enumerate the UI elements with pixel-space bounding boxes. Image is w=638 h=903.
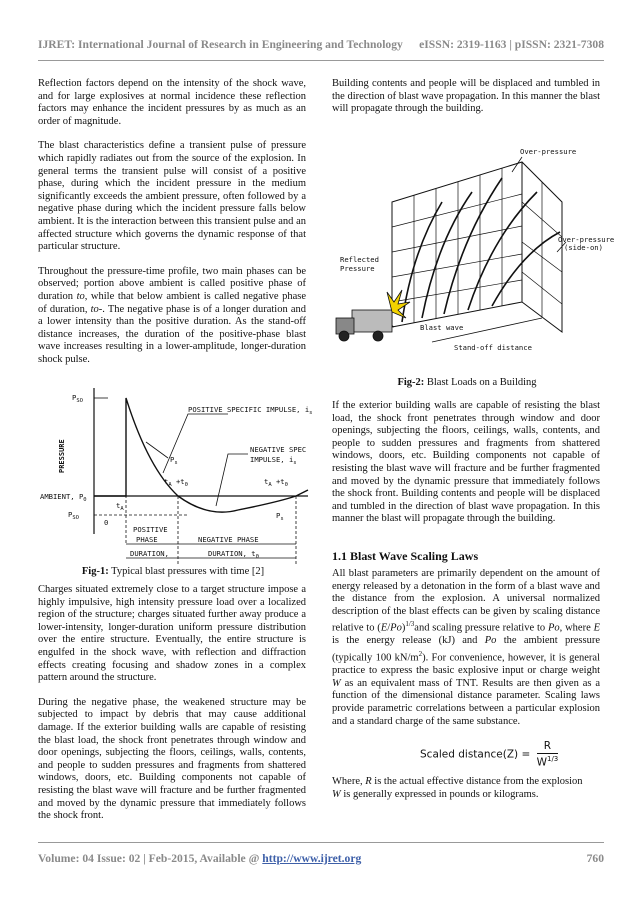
paragraph: If the exterior building walls are capable of resisting the blast load, the shock front penetrates through window and door openings, subjecting the floors, ceilings, walls, contents, and people to sudden pressures and fragments from shattered windows, doors, etc. Building components not capable of resisting the blast wave will fracture and be further fragmented and moved by the dynamic pressure that immediately follows the shock front. Building contents and people will be displaced and tumbled in the direction of blast wave propagation. In this manner the blast will propagate through the building. <box>332 400 600 525</box>
paragraph: Building contents and people will be displaced and tumbled in the direction of blast wave propagation. In this manner the blast will propagate through the building. <box>332 78 600 115</box>
neg-impulse-leader <box>216 454 248 506</box>
figure-1-caption: Fig-1: Typical blast pressures with time [2] <box>81 566 265 577</box>
ta-t0-label: $t_A +t_0$ <box>164 477 188 488</box>
paragraph: Charges situated extremely close to a target structure impose a highly impulsive, high intensity pressure load over a localized region of the structure; charges situated further away produce a lower-intensity, longer-duration uniform pressure distribution over the entire structure. Eventually, the entire structure is engulfed in the shock wave, with reflection and diffraction effects creating focusing and shadow zones in a complex pattern around the structure. <box>38 584 306 684</box>
pso-label: $P_{SO}$ <box>72 393 83 404</box>
paragraph: During the negative phase, the weakened structure may be subjected to impact by debris that may cause additional damage. If the exterior building walls are capable of resisting the blast load, the shock front penetrates through window and door openings, subjecting the floors, ceilings, walls, contents, and people to sudden pressures and fragments from shattered windows, doors, etc. Building components not capable of resisting the blast wave will fracture and be further fragmented and moved by the dynamic pressure that immediately follows the shock front. <box>38 696 306 822</box>
positive-phase-2: PHASE <box>136 535 158 544</box>
negative-impulse-label-1: NEGATIVE SPEC <box>250 445 307 454</box>
duration-2: DURATION, $t_0$ <box>208 549 259 560</box>
right-column-top <box>332 78 600 128</box>
ta-label: $t_A$ <box>116 501 124 512</box>
pso-minus-label: $P_{SO}$ <box>68 510 79 521</box>
right-column-bottom <box>332 776 600 813</box>
reflected-label-2: Pressure <box>340 264 375 273</box>
header-rule <box>38 60 604 61</box>
paragraph: Reflection factors depend on the intensity of the shock wave, and for large explosives at normal incidence these reflection factors may enhance the incident pressures by as much as an order of magnitude. <box>38 78 306 127</box>
ps-label: $P_s$ <box>170 455 178 466</box>
left-column-top <box>38 78 306 378</box>
section-heading: 1.1 Blast Wave Scaling Laws <box>332 549 479 563</box>
duration-1: DURATION, <box>130 549 169 558</box>
paragraph: All blast parameters are primarily dependent on the amount of energy released by a detonation in the form of a blast wave and the distance from the explosion. A universal normalized description of the blast effects can be given by scaling distance relative to $(E/Po)^{1/3}and$ scaling pressure relative to Po, where E is the energy release (kJ) and Po the ambient pressure (typically 100 $kN/m^2$). For convenience, however, it is general practice to express the basic explosive input or charge weight W as an equivalent mass of TNT. Results are then given as a function of the dimensional distance parameter. Scaling laws provide parametric correlations between a particular explosion and a standard charge of the same substance. <box>332 568 601 727</box>
footer-volume: Volume: 04 Issue: 02 | Feb-2015, Available @ http://www.ijret.org <box>38 852 362 865</box>
reflected-label-1: Reflected <box>340 255 379 264</box>
paragraph: Where, R is the actual effective distance from the explosion W is generally expressed in pounds or kilograms. <box>332 776 583 800</box>
truck-icon <box>336 290 410 341</box>
journal-title: IJRET: International Journal of Research in Engineering and Technology <box>38 38 403 51</box>
paragraph: The blast characteristics define a transient pulse of pressure which rapidly radiates out from the source of the explosion. In general terms the transient pulse will consist of a positive phase, during which the incident pressure in the medium significantly exceeds the ambient pressure, often followed by a negative phase during which the incident pressure falls below ambient. It is the interaction between this transient pulse and an affected structure which governs the dynamic response of that particular structure. <box>38 140 306 253</box>
pressure-label: PRESSURE <box>58 439 66 473</box>
overpressure-side-label-2: (side-on) <box>564 243 603 252</box>
page-number: 760 <box>586 852 604 865</box>
building-grid <box>392 168 562 323</box>
theta-label: 0 <box>104 518 109 527</box>
figure-2-caption: Fig-2: Blast Loads on a Building <box>397 377 537 388</box>
issn: eISSN: 2319-1163 | pISSN: 2321-7308 <box>419 38 604 51</box>
positive-phase-1: POSITIVE <box>133 525 168 534</box>
journal-link[interactable]: http://www.ijret.org <box>262 852 362 865</box>
pos-impulse-leader <box>163 414 228 473</box>
blast-wave-label: Blast wave <box>420 323 464 332</box>
negative-phase: NEGATIVE PHASE <box>198 535 259 544</box>
right-column-middle <box>332 400 600 538</box>
overpressure-side-label-1: Over-pressure <box>558 235 615 244</box>
figure-1-pressure-time-diagram <box>38 378 313 568</box>
scaled-distance-equation: Scaled distance(Z) = $\frac{R}{W^{1/3}}$ <box>420 740 559 769</box>
wave-fronts <box>402 178 560 322</box>
standoff-label: Stand-off distance <box>454 343 532 352</box>
positive-impulse-label: POSITIVE SPECIFIC IMPULSE, $i_s$ <box>188 405 313 416</box>
ambient-label: AMBIENT, $P_0$ <box>40 492 87 503</box>
right-column-scaling <box>332 568 600 740</box>
ta-t0-label-2: $t_A +t_0$ <box>264 477 288 488</box>
footer-rule <box>38 842 604 843</box>
paragraph: Throughout the pressure-time profile, two main phases can be observed; portion above ambient is called positive phase of duration to, while that below ambient is called negative phase of duration, to-. The negative phase is of a longer duration and a lower intensity than the positive duration. As the stand-off distance increases, the duration of the positive-phase blast wave increases resulting in a lower-amplitude, longer-duration shock pulse. <box>38 265 306 365</box>
left-column-bottom <box>38 584 306 835</box>
figure-2-blast-loads-building <box>332 142 615 370</box>
ps-minus-label: $P_s$ <box>276 511 284 522</box>
overpressure-label: Over-pressure <box>520 147 577 156</box>
negative-impulse-label-2: IMPULSE, $i_s$ <box>250 455 297 466</box>
